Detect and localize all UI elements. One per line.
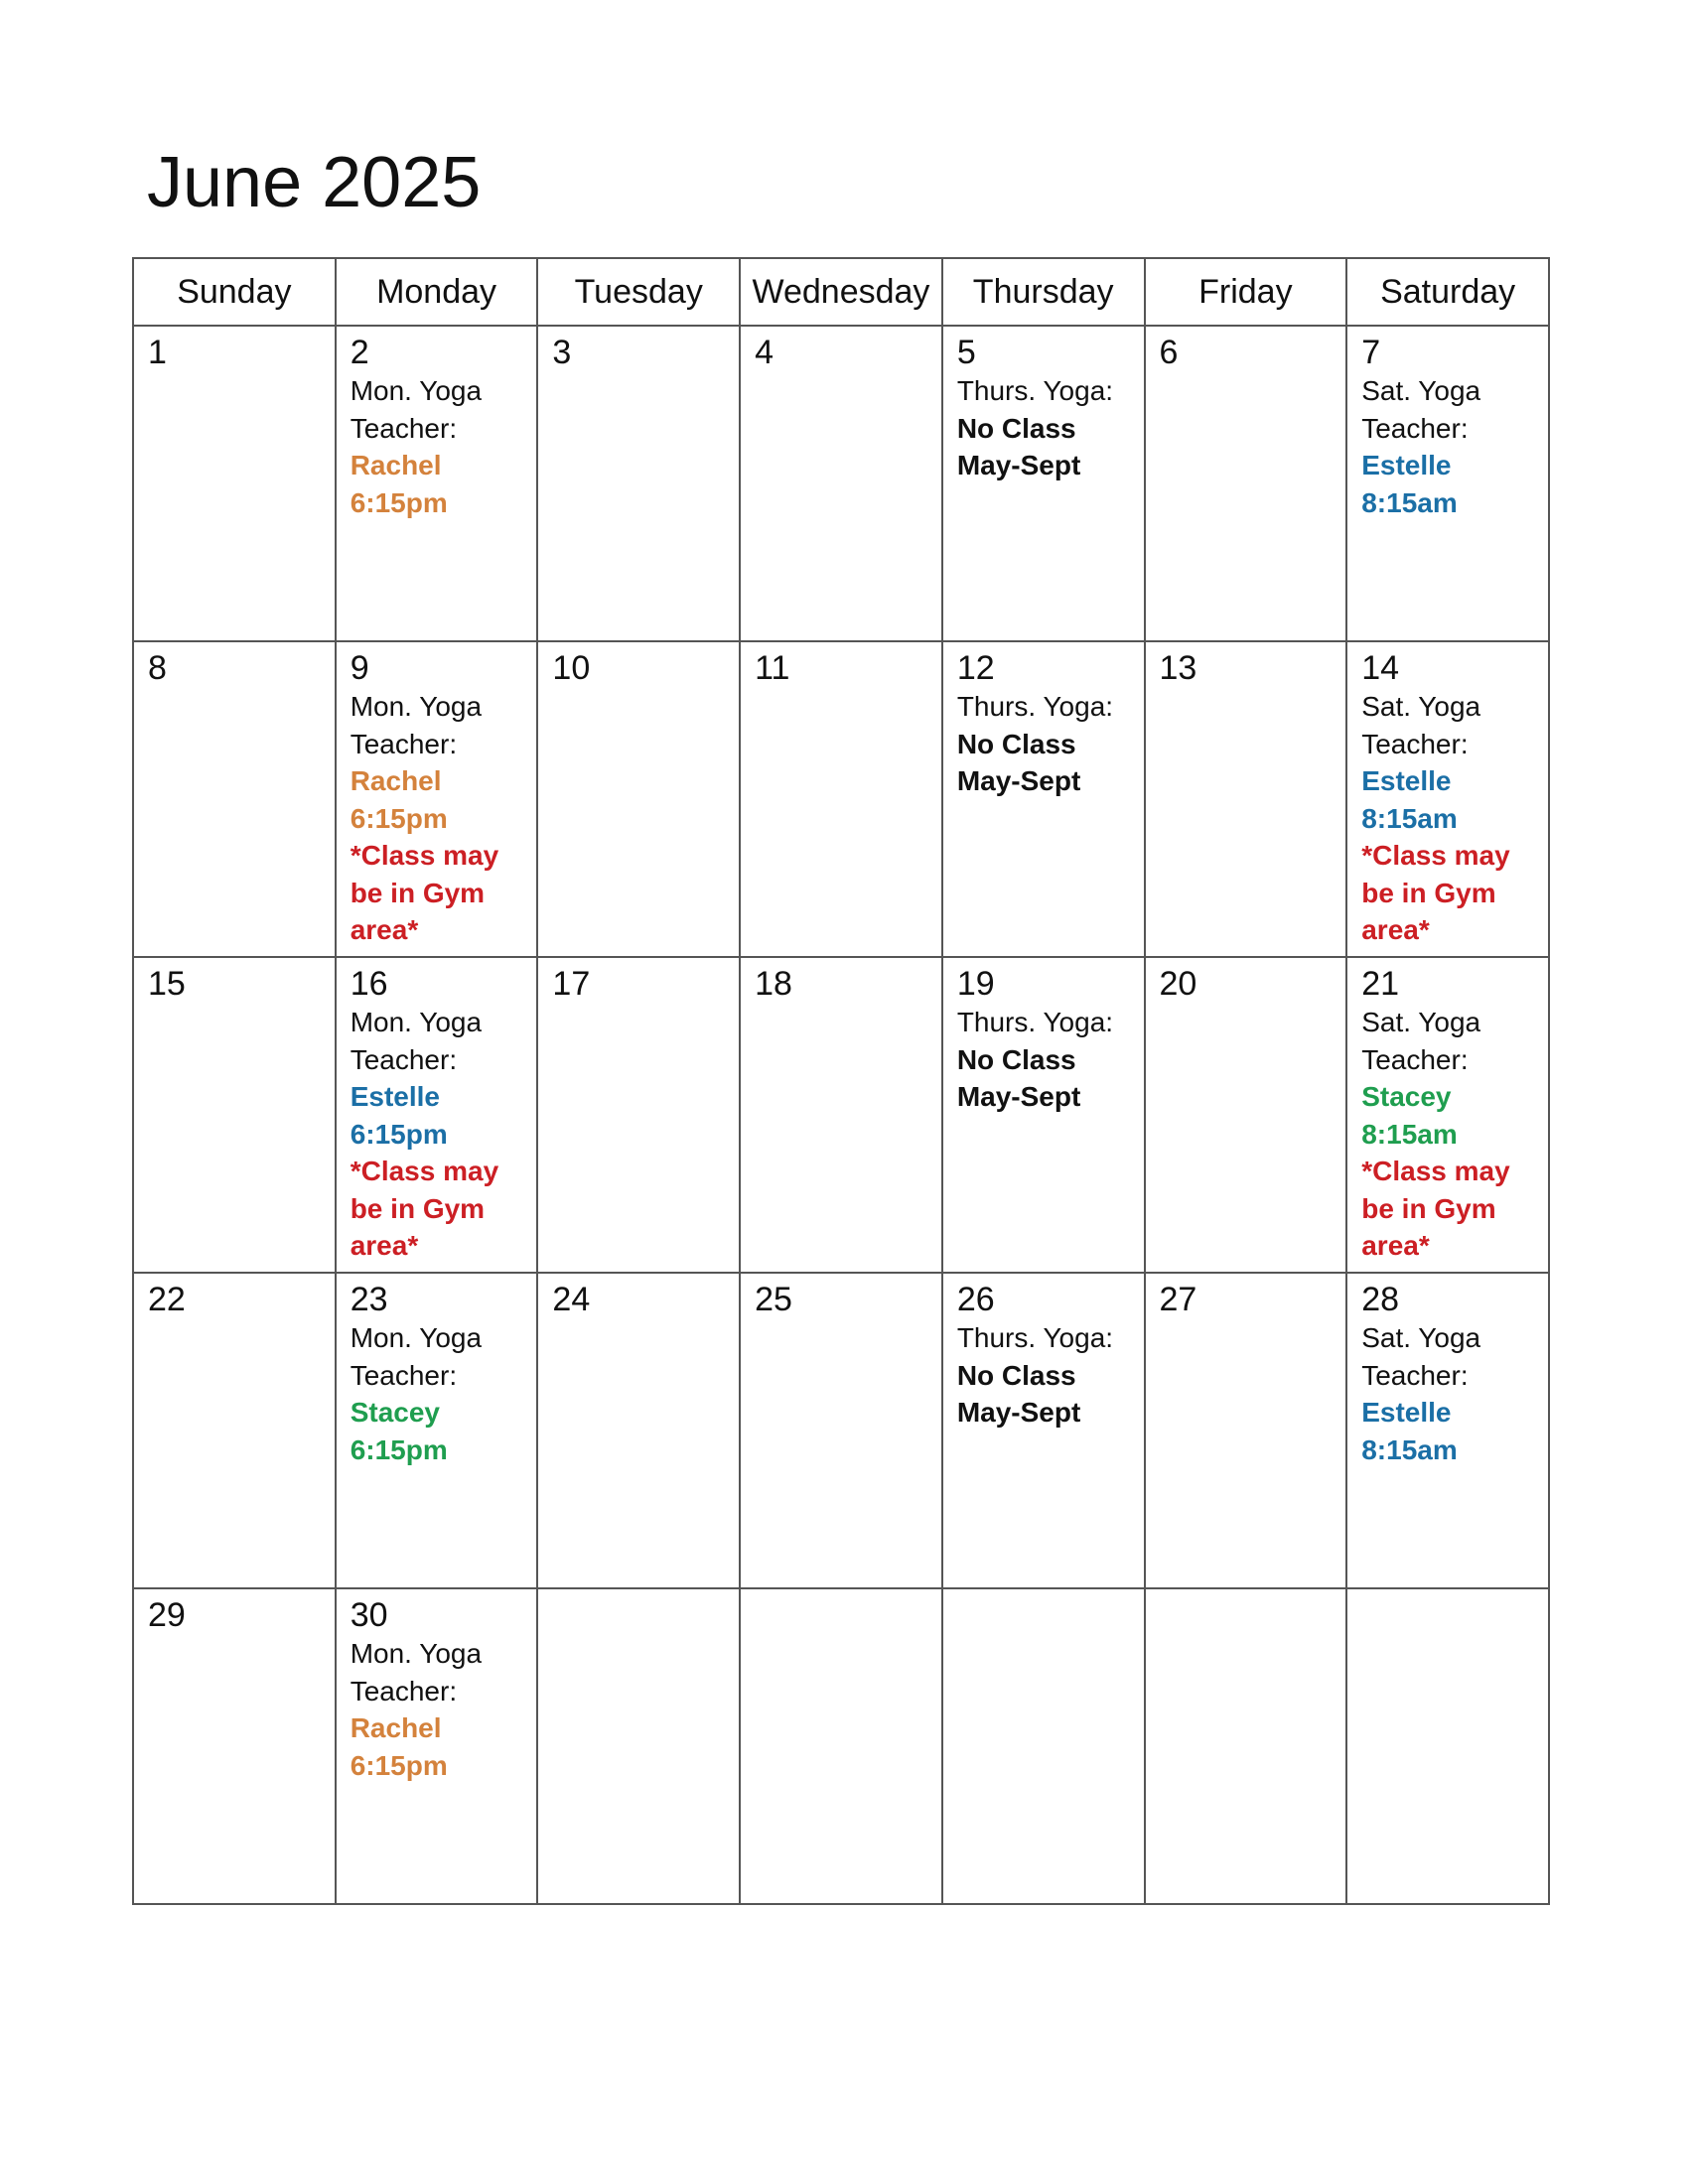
event-line: be in Gym <box>350 1192 486 1224</box>
event-line: Teacher: <box>350 728 458 759</box>
calendar-week-row <box>133 1273 1549 1588</box>
day-number: 15 <box>148 965 186 1003</box>
day-number: 29 <box>148 1596 186 1634</box>
day-cell-23 <box>336 1273 538 1588</box>
event-line: Thurs. Yoga: <box>956 375 1114 406</box>
day-number: 28 <box>1361 1281 1400 1318</box>
event-line: Sat. Yoga <box>1361 691 1481 722</box>
event-line: No Class <box>956 728 1076 759</box>
day-cell-29 <box>133 1588 336 1904</box>
event-line: 8:15am <box>1361 1118 1458 1150</box>
event-line: Thurs. Yoga: <box>956 1322 1114 1353</box>
day-number: 10 <box>552 649 591 687</box>
day-cell-28 <box>1346 1273 1549 1588</box>
event-line: Teacher: <box>350 1359 458 1391</box>
weekday-header-sunday: Sunday <box>133 258 336 326</box>
day-number: 12 <box>956 649 995 687</box>
day-cell-7 <box>1346 326 1549 641</box>
event-line: 6:15pm <box>350 1118 448 1150</box>
day-number: 13 <box>1159 649 1197 687</box>
event-line: Estelle <box>350 1081 440 1112</box>
day-cell-19 <box>942 957 1145 1273</box>
day-cell-25 <box>740 1273 942 1588</box>
day-cell-18 <box>740 957 942 1273</box>
calendar-week-row <box>133 957 1549 1273</box>
event-line: May-Sept <box>956 1081 1081 1112</box>
day-number: 14 <box>1361 649 1400 687</box>
event-line: No Class <box>956 1359 1076 1391</box>
event-line: Mon. Yoga <box>350 1007 483 1037</box>
event-line: 6:15pm <box>350 1749 448 1781</box>
day-cell-empty <box>1145 1588 1347 1904</box>
day-cell-3 <box>537 326 740 641</box>
event-line: Teacher: <box>1361 412 1469 444</box>
day-cell-30 <box>336 1588 538 1904</box>
event-line: *Class may <box>350 1156 499 1186</box>
day-cell-empty <box>1346 1588 1549 1904</box>
day-cell-13 <box>1145 641 1347 957</box>
calendar-grid <box>132 257 1550 1905</box>
day-cell-10 <box>537 641 740 957</box>
event-line: Mon. Yoga <box>350 1638 483 1669</box>
event-line: Mon. Yoga <box>350 1322 483 1353</box>
event-line: Thurs. Yoga: <box>956 1007 1114 1037</box>
day-number: 8 <box>148 649 167 687</box>
event-line: area* <box>1361 1230 1430 1261</box>
calendar-body <box>133 326 1549 1904</box>
day-number: 1 <box>148 334 167 371</box>
event-line: 6:15pm <box>350 802 448 834</box>
day-number: 18 <box>755 965 792 1003</box>
day-number: 17 <box>552 965 591 1003</box>
day-cell-17 <box>537 957 740 1273</box>
day-cell-16 <box>336 957 538 1273</box>
weekday-header-row <box>133 258 1549 326</box>
day-number: 20 <box>1159 965 1197 1003</box>
day-cell-1 <box>133 326 336 641</box>
event-line: area* <box>350 914 419 945</box>
day-number: 19 <box>956 965 995 1003</box>
day-cell-22 <box>133 1273 336 1588</box>
calendar-week-row <box>133 1588 1549 1904</box>
day-number: 21 <box>1361 965 1400 1003</box>
event-line: 8:15am <box>1361 1433 1458 1465</box>
day-cell-12 <box>942 641 1145 957</box>
event-line: Estelle <box>1361 765 1452 796</box>
weekday-header-tuesday: Tuesday <box>537 258 740 326</box>
day-cell-14 <box>1346 641 1549 957</box>
event-line: 8:15am <box>1361 802 1458 834</box>
day-cell-4 <box>740 326 942 641</box>
day-number: 22 <box>148 1281 186 1318</box>
event-line: May-Sept <box>956 450 1081 480</box>
event-line: Rachel <box>350 765 442 796</box>
event-line: 6:15pm <box>350 1433 448 1465</box>
day-number: 9 <box>350 649 369 687</box>
weekday-header-thursday: Thursday <box>942 258 1145 326</box>
day-cell-empty <box>942 1588 1145 1904</box>
day-number: 3 <box>552 334 572 371</box>
event-line: May-Sept <box>956 765 1081 796</box>
event-line: Rachel <box>350 1712 442 1743</box>
day-cell-2 <box>336 326 538 641</box>
event-line: Mon. Yoga <box>350 375 483 406</box>
weekday-header-wednesday: Wednesday <box>740 258 942 326</box>
calendar-week-row <box>133 326 1549 641</box>
day-cell-empty <box>537 1588 740 1904</box>
event-line: May-Sept <box>956 1397 1081 1428</box>
event-line: Teacher: <box>350 412 458 444</box>
day-number: 23 <box>350 1281 388 1318</box>
day-cell-6 <box>1145 326 1347 641</box>
event-line: Teacher: <box>350 1043 458 1075</box>
day-number: 16 <box>350 965 388 1003</box>
event-line: No Class <box>956 1043 1076 1075</box>
event-line: be in Gym <box>350 877 486 908</box>
event-line: be in Gym <box>1361 1192 1496 1224</box>
day-number: 26 <box>956 1281 995 1318</box>
day-cell-26 <box>942 1273 1145 1588</box>
event-line: Rachel <box>350 450 442 480</box>
day-number: 6 <box>1159 334 1179 371</box>
day-number: 11 <box>755 649 790 687</box>
day-number: 4 <box>755 334 774 371</box>
day-cell-empty <box>740 1588 942 1904</box>
day-cell-5 <box>942 326 1145 641</box>
event-line: No Class <box>956 412 1076 444</box>
event-line: Sat. Yoga <box>1361 1007 1481 1037</box>
day-number: 27 <box>1159 1281 1197 1318</box>
day-cell-15 <box>133 957 336 1273</box>
event-line: Teacher: <box>350 1675 458 1706</box>
event-line: Estelle <box>1361 1397 1452 1428</box>
event-line: 8:15am <box>1361 486 1458 518</box>
day-cell-20 <box>1145 957 1347 1273</box>
day-cell-24 <box>537 1273 740 1588</box>
day-cell-21 <box>1346 957 1549 1273</box>
event-line: *Class may <box>350 840 499 871</box>
event-line: Thurs. Yoga: <box>956 691 1114 722</box>
calendar-week-row <box>133 641 1549 957</box>
day-number: 7 <box>1361 334 1381 371</box>
event-line: Mon. Yoga <box>350 691 483 722</box>
event-line: *Class may <box>1361 840 1510 871</box>
event-line: 6:15pm <box>350 486 448 518</box>
event-line: Teacher: <box>1361 728 1469 759</box>
event-line: Teacher: <box>1361 1043 1469 1075</box>
weekday-header-saturday: Saturday <box>1346 258 1549 326</box>
day-cell-27 <box>1145 1273 1347 1588</box>
weekday-header-monday: Monday <box>336 258 538 326</box>
day-number: 5 <box>956 334 976 371</box>
day-number: 30 <box>350 1596 388 1634</box>
event-line: Stacey <box>350 1397 440 1428</box>
event-line: area* <box>350 1230 419 1261</box>
event-line: Stacey <box>1361 1081 1452 1112</box>
day-number: 2 <box>350 334 369 371</box>
day-number: 24 <box>552 1281 591 1318</box>
day-cell-8 <box>133 641 336 957</box>
day-number: 25 <box>755 1281 792 1318</box>
page-title: June 2025 <box>147 143 482 222</box>
event-line: Teacher: <box>1361 1359 1469 1391</box>
weekday-header-friday: Friday <box>1145 258 1347 326</box>
event-line: Sat. Yoga <box>1361 1322 1481 1353</box>
event-line: area* <box>1361 914 1430 945</box>
day-cell-9 <box>336 641 538 957</box>
event-line: *Class may <box>1361 1156 1510 1186</box>
day-cell-11 <box>740 641 942 957</box>
event-line: Estelle <box>1361 450 1452 480</box>
event-line: Sat. Yoga <box>1361 375 1481 406</box>
event-line: be in Gym <box>1361 877 1496 908</box>
